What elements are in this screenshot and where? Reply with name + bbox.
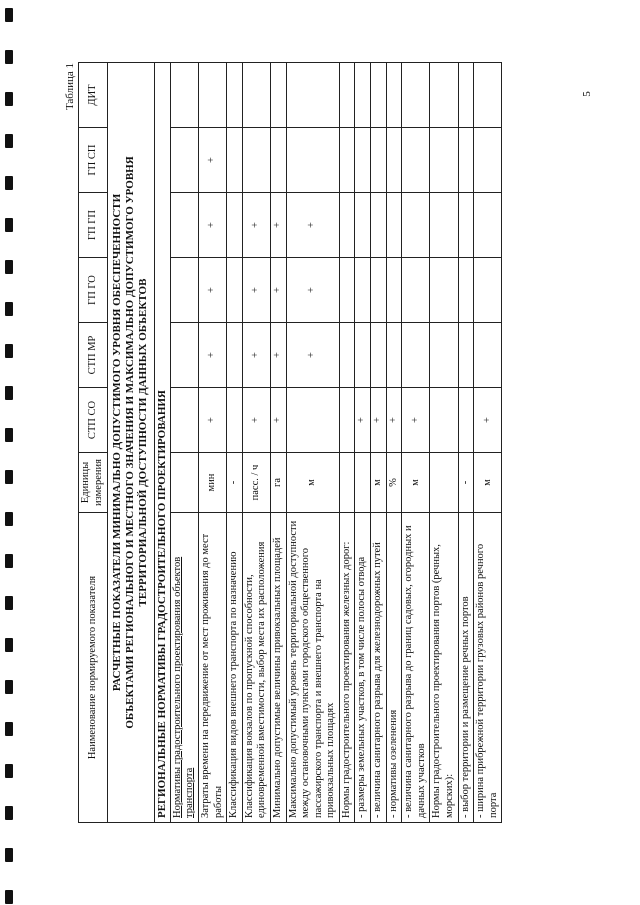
row-mark: + — [198, 323, 226, 388]
row-mark — [339, 323, 355, 388]
row-mark — [355, 323, 371, 388]
table-row — [270, 63, 286, 823]
row-mark — [227, 388, 243, 453]
col-header-gp-sp: ГП СП — [79, 128, 108, 193]
row-name: - величина санитарного разрыва для железнодорожных путей — [371, 513, 387, 823]
margin-mark — [5, 8, 13, 22]
col-header-stp-mr: СТП МР — [79, 323, 108, 388]
title-row — [108, 63, 155, 823]
table-row — [355, 63, 371, 823]
row-mark: + — [270, 388, 286, 453]
row-mark — [402, 323, 430, 388]
margin-mark — [5, 848, 13, 862]
row-mark — [170, 128, 198, 193]
row-mark: + — [198, 258, 226, 323]
row-mark — [170, 258, 198, 323]
row-mark — [355, 193, 371, 258]
row-mark: + — [242, 323, 270, 388]
row-name: Нормы градостроительного проектирования железных дорог: — [339, 513, 355, 823]
row-mark — [402, 258, 430, 323]
row-mark: + — [286, 323, 339, 388]
row-mark — [286, 128, 339, 193]
row-name: Затраты времени на передвижение от мест проживания до мест работы — [198, 513, 226, 823]
row-mark: + — [371, 388, 387, 453]
row-name: - размеры земельных участков, в том числе полосы отвода — [355, 513, 371, 823]
row-mark — [227, 63, 243, 128]
row-mark — [339, 258, 355, 323]
page-number: 5 — [580, 91, 593, 97]
table-row — [242, 63, 270, 823]
row-unit — [355, 453, 371, 513]
header-row — [79, 63, 108, 823]
col-header-unit: Единицы измерения — [79, 453, 108, 513]
row-mark — [286, 388, 339, 453]
table-row — [286, 63, 339, 823]
row-mark — [458, 63, 474, 128]
row-mark — [386, 258, 402, 323]
row-mark — [430, 128, 458, 193]
row-name: Максимально допустимый уровень территориальной доступности между остановочными пунктами городского общественного пассажирского транспорта и внешнего транспорта на привокзальных площадях — [286, 513, 339, 823]
row-mark — [474, 193, 502, 258]
row-name: - выбор территории и размещение речных портов — [458, 513, 474, 823]
row-mark — [458, 388, 474, 453]
row-mark: + — [198, 193, 226, 258]
row-mark: + — [474, 388, 502, 453]
row-name: Классификация вокзалов по пропускной способности, единовременной вместимости, выбор места их расположения — [242, 513, 270, 823]
row-unit — [339, 453, 355, 513]
margin-mark — [5, 554, 13, 568]
row-mark — [170, 63, 198, 128]
row-unit: м — [371, 453, 387, 513]
table-row — [170, 63, 198, 823]
row-unit — [430, 453, 458, 513]
row-mark — [355, 128, 371, 193]
row-mark — [227, 193, 243, 258]
norms-table — [78, 62, 502, 823]
row-unit: - — [458, 453, 474, 513]
margin-mark — [5, 302, 13, 316]
table-row — [402, 63, 430, 823]
table-row — [227, 63, 243, 823]
row-mark — [458, 128, 474, 193]
table-row — [474, 63, 502, 823]
margin-mark — [5, 428, 13, 442]
margin-mark — [5, 764, 13, 778]
row-mark — [474, 258, 502, 323]
rotated-table-sheet — [64, 63, 523, 823]
row-mark — [170, 388, 198, 453]
row-mark — [458, 323, 474, 388]
col-header-name: Наименование нормируемого показателя — [79, 513, 108, 823]
margin-mark — [5, 92, 13, 106]
row-mark: + — [242, 258, 270, 323]
margin-mark — [5, 722, 13, 736]
table-title — [108, 63, 155, 823]
row-mark — [474, 63, 502, 128]
row-mark — [339, 388, 355, 453]
row-mark — [270, 63, 286, 128]
col-header-gp-go: ГП ГО — [79, 258, 108, 323]
row-mark — [371, 128, 387, 193]
row-unit: % — [386, 453, 402, 513]
row-mark — [371, 258, 387, 323]
row-mark — [402, 193, 430, 258]
row-mark — [371, 193, 387, 258]
row-mark — [474, 323, 502, 388]
row-unit: пасс. / ч — [242, 453, 270, 513]
row-mark: + — [270, 193, 286, 258]
row-mark: + — [242, 388, 270, 453]
row-mark — [355, 63, 371, 128]
row-mark: + — [198, 128, 226, 193]
row-mark — [430, 193, 458, 258]
row-mark — [339, 128, 355, 193]
table-row — [458, 63, 474, 823]
section-heading: РЕГИОНАЛЬНЫЕ НОРМАТИВЫ ГРАДОСТРОИТЕЛЬНОГО ПРОЕКТИРОВАНИЯ — [154, 63, 170, 823]
row-unit: га — [270, 453, 286, 513]
margin-mark — [5, 680, 13, 694]
margin-mark — [5, 218, 13, 232]
row-unit: м — [286, 453, 339, 513]
row-mark — [430, 63, 458, 128]
row-mark — [270, 128, 286, 193]
margin-mark — [5, 512, 13, 526]
title-line: ОБЪЕКТАМИ РЕГИОНАЛЬНОГО И МЕСТНОГО ЗНАЧЕНИЯ И МАКСИМАЛЬНО ДОПУСТИМОГО УРОВНЯ — [124, 156, 137, 729]
row-mark: + — [402, 388, 430, 453]
margin-mark — [5, 596, 13, 610]
row-mark — [286, 63, 339, 128]
margin-mark — [5, 176, 13, 190]
row-mark — [371, 323, 387, 388]
row-mark: + — [270, 323, 286, 388]
row-name: Минимально допустимые величины привокзальных площадей — [270, 513, 286, 823]
row-mark — [242, 128, 270, 193]
row-unit — [170, 453, 198, 513]
row-mark: + — [242, 193, 270, 258]
row-unit: мин — [198, 453, 226, 513]
row-name: Нормы градостроительного проектирования портов (речных, морских): — [430, 513, 458, 823]
row-mark: + — [270, 258, 286, 323]
row-unit: м — [402, 453, 430, 513]
row-mark — [227, 128, 243, 193]
row-mark — [458, 258, 474, 323]
row-mark — [170, 323, 198, 388]
table-row — [430, 63, 458, 823]
row-unit: м — [474, 453, 502, 513]
row-mark — [355, 258, 371, 323]
table-label: Таблица 1 — [64, 63, 76, 111]
col-header-stp-so: СТП СО — [79, 388, 108, 453]
table-row — [339, 63, 355, 823]
row-name: - нормативы озеленения — [386, 513, 402, 823]
row-mark — [386, 63, 402, 128]
row-mark — [339, 193, 355, 258]
row-mark — [430, 388, 458, 453]
row-name: - величина санитарного разрыва до границ садовых, огородных и дачных участков — [402, 513, 430, 823]
row-mark: + — [355, 388, 371, 453]
margin-mark — [5, 638, 13, 652]
row-name: Классификация видов внешнего транспорта по назначению — [227, 513, 243, 823]
table-row — [198, 63, 226, 823]
row-mark — [386, 193, 402, 258]
row-mark: + — [386, 388, 402, 453]
row-mark — [371, 63, 387, 128]
row-mark — [402, 63, 430, 128]
title-line: ТЕРРИТОРИАЛЬНОЙ ДОСТУПНОСТИ ДАННЫХ ОБЪЕКТОВ — [137, 278, 150, 607]
row-name: Нормативы градостроительного проектирования объектов транспорта — [170, 513, 198, 823]
title-line: РАСЧЕТНЫЕ ПОКАЗАТЕЛИ МИНИМАЛЬНО ДОПУСТИМОГО УРОВНЯ ОБЕСПЕЧЕННОСТИ — [111, 193, 123, 692]
row-mark — [227, 323, 243, 388]
row-mark — [198, 63, 226, 128]
margin-mark — [5, 134, 13, 148]
scan-margin-marks — [0, 0, 18, 905]
margin-mark — [5, 806, 13, 820]
table-row — [386, 63, 402, 823]
row-name: - ширина прибрежной территории грузовых районов речного порта — [474, 513, 502, 823]
row-mark — [386, 323, 402, 388]
margin-mark — [5, 344, 13, 358]
table-row — [371, 63, 387, 823]
row-mark — [474, 128, 502, 193]
row-mark — [430, 258, 458, 323]
row-mark: + — [286, 193, 339, 258]
row-unit: - — [227, 453, 243, 513]
section-row — [154, 63, 170, 823]
margin-mark — [5, 386, 13, 400]
row-mark — [339, 63, 355, 128]
margin-mark — [5, 890, 13, 904]
col-header-gp-gp: ГП ГП — [79, 193, 108, 258]
margin-mark — [5, 470, 13, 484]
margin-mark — [5, 50, 13, 64]
row-mark — [458, 193, 474, 258]
margin-mark — [5, 260, 13, 274]
row-mark — [242, 63, 270, 128]
row-mark: + — [198, 388, 226, 453]
row-mark — [227, 258, 243, 323]
row-mark: + — [286, 258, 339, 323]
row-mark — [386, 128, 402, 193]
row-mark — [402, 128, 430, 193]
row-mark — [430, 323, 458, 388]
col-header-dit: ДИТ — [79, 63, 108, 128]
row-mark — [170, 193, 198, 258]
